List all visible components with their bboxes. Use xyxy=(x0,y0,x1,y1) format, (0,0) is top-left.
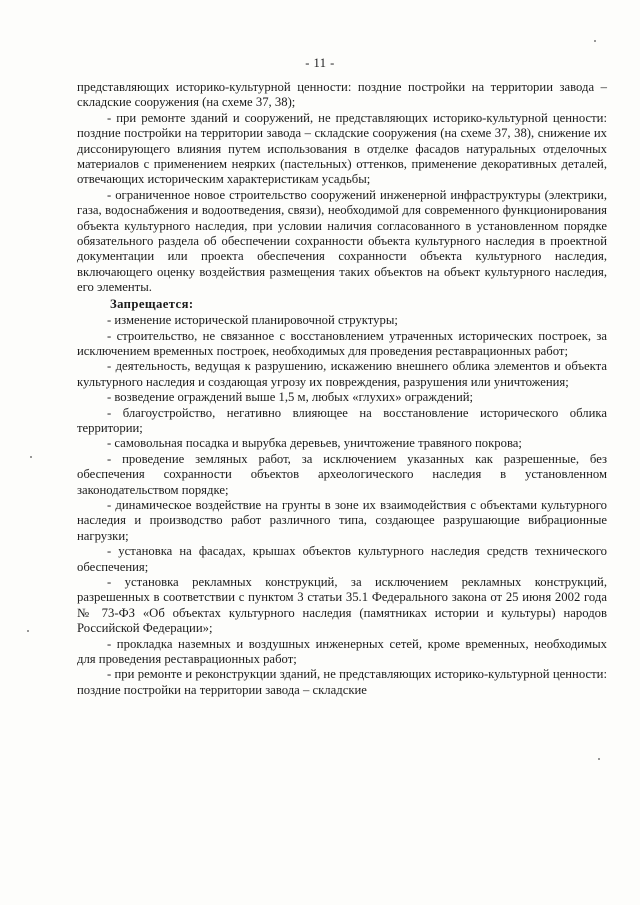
scan-speck xyxy=(594,40,596,42)
paragraph: представляющих историко-культурной ценности: поздние постройки на территории завода – складские сооружения (на схеме 37, 38); xyxy=(77,80,607,110)
list-item: - динамическое воздействие на грунты в зоне их взаимодействия с объектами культурного наследия и производство работ различного типа, создающее разрушающие вибрационные нагрузки; xyxy=(77,497,607,543)
page-number: - 11 - xyxy=(305,56,335,70)
scan-speck xyxy=(30,456,32,458)
list-item: - благоустройство, негативно влияющее на восстановление исторического облика территории; xyxy=(77,405,607,435)
list-item: - проведение земляных работ, за исключением указанных как разрешенные, без обеспечения сохранности объектов археологического наследия в установленном законодательством порядке; xyxy=(77,451,607,497)
paragraph: - ограниченное новое строительство сооружений инженерной инфраструктуры (электрики, газа, водоснабжения и водоотведения, связи), необходимой для современного функционирования объекта культурного наследия, при условии наличия согласованного в установленном порядке обязательного раздела об обеспечении сохранности объекта культурного наследия в проектной документации или проекта обеспечения сохранности объекта культурного наследия, включающего оценку воздействия размещения таких объектов на объект культурного наследия, его элементы. xyxy=(77,187,607,295)
scan-speck xyxy=(27,630,29,632)
list-item: - возведение ограждений выше 1,5 м, любых «глухих» ограждений; xyxy=(107,390,474,405)
section-heading: Запрещается: xyxy=(110,296,194,311)
list-item: - установка рекламных конструкций, за исключением рекламных конструкций, разрешенных в соответствии с пунктом 3 статьи 35.1 Федерального закона от 25 июня 2002 года № 73-ФЗ «Об объектах культурного наследия (памятниках истории и культуры) народов Российской Федерации»; xyxy=(77,575,607,636)
list-item: - изменение исторической планировочной структуры; xyxy=(107,313,398,328)
paragraph: - при ремонте зданий и сооружений, не представляющих историко-культурной ценности: поздние постройки на территории завода – складские сооружения (на схеме 37, 38), снижение их диссонирующего влияния путем использования в отделке фасадов натуральных отделочных материалов с применением неярких (пастельных) оттенков, применение декоративных деталей, отвечающих историческим характеристикам усадьбы; xyxy=(77,110,607,187)
document-body xyxy=(77,80,607,698)
list-item: - строительство, не связанное с восстановлением утраченных исторических построек, за исключением временных построек, необходимых для проведения реставрационных работ; xyxy=(77,328,607,358)
list-item: - деятельность, ведущая к разрушению, искажению внешнего облика элементов и объекта культурного наследия и создающая угрозу их повреждения, разрушения или уничтожения; xyxy=(77,359,607,389)
list-item: - при ремонте и реконструкции зданий, не представляющих историко-культурной ценности: поздние постройки на территории завода – складские xyxy=(77,667,607,697)
list-item: - прокладка наземных и воздушных инженерных сетей, кроме временных, необходимых для проведения реставрационных работ; xyxy=(77,636,607,667)
list-item: - самовольная посадка и вырубка деревьев, уничтожение травяного покрова; xyxy=(107,436,522,451)
scan-speck xyxy=(598,758,600,760)
list-item: - установка на фасадах, крышах объектов культурного наследия средств технического обеспечения; xyxy=(77,544,607,574)
